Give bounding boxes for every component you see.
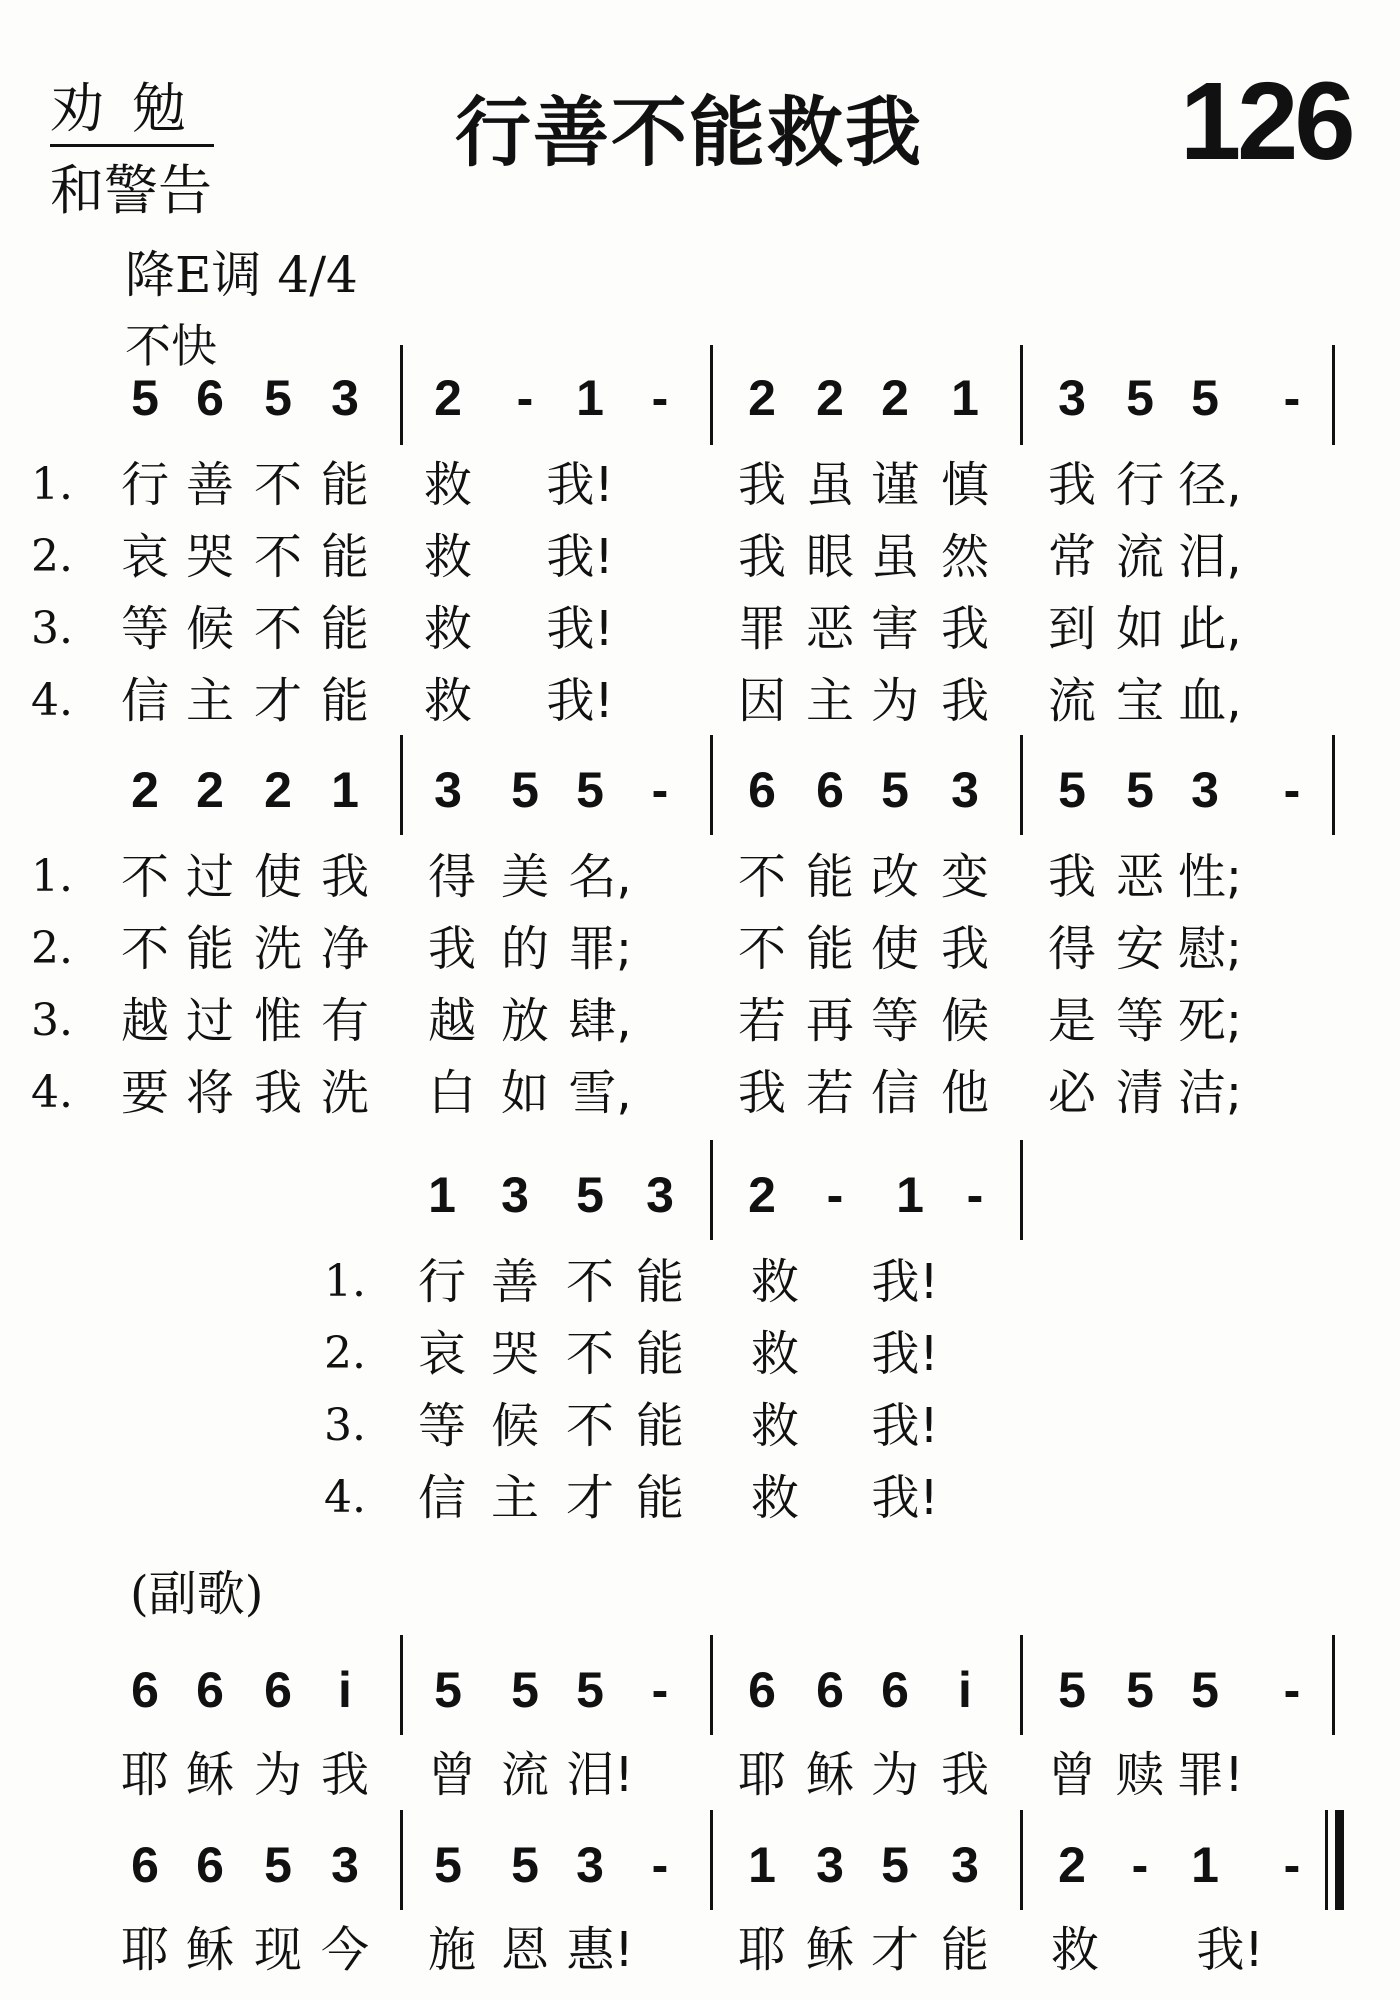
lyric-syllable: 救	[750, 1254, 800, 1310]
category-label: 劝勉	[50, 78, 214, 147]
lyric-syllable: 名,	[568, 849, 632, 905]
note: 3	[331, 1837, 359, 1893]
lyric-syllable: 不	[120, 921, 170, 977]
note: 3	[951, 762, 979, 818]
lyric-syllable: 得	[427, 849, 477, 905]
lyric-syllable: 我	[737, 1065, 787, 1121]
notes-row	[0, 1660, 1400, 1720]
lyric-syllable: 耶	[120, 1922, 170, 1978]
lyric-syllable: 候	[185, 601, 235, 657]
lyric-line	[0, 599, 1400, 659]
lyric-syllable: 救	[423, 673, 473, 729]
note: 2	[131, 762, 159, 818]
note: 5	[881, 762, 909, 818]
lyric-syllable: 谨	[870, 457, 920, 513]
lyric-syllable: 放	[500, 993, 550, 1049]
lyric-syllable: 等	[1115, 993, 1165, 1049]
barline	[1020, 1635, 1023, 1735]
barline	[400, 1635, 403, 1735]
lyric-syllable: 稣	[805, 1747, 855, 1803]
verse-number: 3.	[31, 603, 73, 654]
note: 3	[1191, 762, 1219, 818]
lyric-syllable: 耶	[737, 1922, 787, 1978]
verse-number: 1.	[31, 851, 73, 902]
note: 5	[131, 370, 159, 426]
lyric-syllable: 常	[1047, 529, 1097, 585]
note: 2	[196, 762, 224, 818]
hold-dash: -	[1131, 1837, 1149, 1893]
lyric-syllable: 我	[320, 849, 370, 905]
lyric-syllable: 耶	[737, 1747, 787, 1803]
verse-number: 2.	[31, 923, 73, 974]
note: 3	[331, 370, 359, 426]
note: 5	[576, 1662, 604, 1718]
lyric-syllable: 洁;	[1177, 1065, 1243, 1121]
note: 5	[1126, 762, 1154, 818]
note: 5	[511, 762, 539, 818]
hold-dash: -	[1283, 1837, 1301, 1893]
note: 6	[816, 762, 844, 818]
lyric-syllable: 我	[737, 457, 787, 513]
notes-row	[0, 368, 1400, 428]
note: 6	[748, 762, 776, 818]
lyric-syllable: 不	[565, 1398, 615, 1454]
lyric-syllable: 行	[1115, 457, 1165, 513]
hold-dash: -	[1283, 370, 1301, 426]
lyric-syllable: 我!	[546, 529, 614, 585]
lyric-syllable: 救	[750, 1398, 800, 1454]
lyric-syllable: 恶	[1115, 849, 1165, 905]
lyric-syllable: 雪,	[568, 1065, 632, 1121]
note: 2	[1058, 1837, 1086, 1893]
lyric-syllable: 径,	[1178, 457, 1242, 513]
note: 3	[951, 1837, 979, 1893]
lyric-syllable: 善	[490, 1254, 540, 1310]
lyric-syllable: 恶	[805, 601, 855, 657]
note: 5	[1126, 1662, 1154, 1718]
barline	[1020, 735, 1023, 835]
lyric-syllable: 才	[253, 673, 303, 729]
lyric-syllable: 我!	[546, 457, 614, 513]
note: 5	[511, 1837, 539, 1893]
lyric-syllable: 信	[870, 1065, 920, 1121]
verse-number: 3.	[31, 995, 73, 1046]
lyric-syllable: 得	[1047, 921, 1097, 977]
note: 5	[434, 1837, 462, 1893]
barline	[400, 345, 403, 445]
hold-dash: -	[1283, 762, 1301, 818]
lyric-syllable: 此,	[1178, 601, 1242, 657]
lyric-syllable: 害	[870, 601, 920, 657]
lyric-line	[0, 1745, 1400, 1805]
notes-row	[0, 1835, 1400, 1895]
lyric-syllable: 行	[120, 457, 170, 513]
note: i	[338, 1662, 352, 1718]
barline	[400, 1810, 403, 1910]
lyric-line	[0, 1063, 1400, 1123]
barline	[710, 1810, 713, 1910]
lyric-syllable: 能	[635, 1470, 685, 1526]
lyric-syllable: 改	[870, 849, 920, 905]
lyric-syllable: 眼	[805, 529, 855, 585]
lyric-syllable: 行	[417, 1254, 467, 1310]
lyric-syllable: 救	[423, 601, 473, 657]
lyric-syllable: 信	[120, 673, 170, 729]
verse-number: 2.	[31, 531, 73, 582]
note: 5	[576, 1167, 604, 1223]
lyric-line	[0, 1396, 1400, 1456]
lyric-syllable: 能	[940, 1922, 990, 1978]
note: 3	[434, 762, 462, 818]
hymn-title: 行善不能救我	[455, 88, 923, 177]
barline	[1020, 1810, 1023, 1910]
lyric-syllable: 我	[427, 921, 477, 977]
note: 1	[951, 370, 979, 426]
lyric-syllable: 不	[737, 849, 787, 905]
lyric-syllable: 流	[1115, 529, 1165, 585]
hold-dash: -	[516, 370, 534, 426]
lyric-syllable: 曾	[427, 1747, 477, 1803]
lyric-syllable: 不	[253, 601, 303, 657]
lyric-syllable: 不	[120, 849, 170, 905]
lyric-syllable: 能	[320, 457, 370, 513]
notes-row	[0, 760, 1400, 820]
lyric-syllable: 才	[565, 1470, 615, 1526]
lyric-syllable: 主	[805, 673, 855, 729]
lyric-syllable: 他	[940, 1065, 990, 1121]
lyric-syllable: 清	[1115, 1065, 1165, 1121]
barline	[710, 345, 713, 445]
verse-number: 3.	[324, 1400, 366, 1451]
lyric-syllable: 泪!	[566, 1747, 634, 1803]
lyric-syllable: 曾	[1047, 1747, 1097, 1803]
lyric-syllable: 不	[565, 1254, 615, 1310]
lyric-syllable: 主	[185, 673, 235, 729]
note: 5	[1058, 762, 1086, 818]
note: 6	[816, 1662, 844, 1718]
lyric-syllable: 候	[940, 993, 990, 1049]
note: 5	[1126, 370, 1154, 426]
note: 6	[748, 1662, 776, 1718]
note: 3	[646, 1167, 674, 1223]
lyric-syllable: 虽	[870, 529, 920, 585]
barline	[1332, 1635, 1335, 1735]
lyric-syllable: 为	[253, 1747, 303, 1803]
barline	[400, 735, 403, 835]
lyric-syllable: 救	[423, 529, 473, 585]
lyric-syllable: 如	[1115, 601, 1165, 657]
hold-dash: -	[651, 370, 669, 426]
lyric-syllable: 不	[737, 921, 787, 977]
barline	[1332, 735, 1335, 835]
lyric-syllable: 我	[1047, 849, 1097, 905]
lyric-syllable: 等	[417, 1398, 467, 1454]
key-signature: 降E调 4/4	[125, 246, 358, 304]
lyric-syllable: 有	[320, 993, 370, 1049]
note: 5	[264, 1837, 292, 1893]
note: 3	[816, 1837, 844, 1893]
lyric-syllable: 净	[320, 921, 370, 977]
lyric-syllable: 为	[870, 673, 920, 729]
lyric-syllable: 必	[1047, 1065, 1097, 1121]
lyric-syllable: 变	[940, 849, 990, 905]
lyric-line	[0, 671, 1400, 731]
note: 5	[511, 1662, 539, 1718]
lyric-line	[0, 991, 1400, 1051]
lyric-syllable: 洗	[253, 921, 303, 977]
lyric-syllable: 哭	[185, 529, 235, 585]
lyric-syllable: 今	[320, 1922, 370, 1978]
lyric-syllable: 虽	[805, 457, 855, 513]
verse-number: 1.	[31, 459, 73, 510]
lyric-syllable: 能	[185, 921, 235, 977]
note: 1	[1191, 1837, 1219, 1893]
lyric-syllable: 白	[427, 1065, 477, 1121]
note: 1	[576, 370, 604, 426]
verse-number: 4.	[31, 675, 73, 726]
note: 6	[881, 1662, 909, 1718]
note: 6	[131, 1837, 159, 1893]
note: 6	[196, 370, 224, 426]
lyric-syllable: 的	[500, 921, 550, 977]
lyric-syllable: 能	[320, 673, 370, 729]
lyric-syllable: 罪!	[1176, 1747, 1244, 1803]
lyric-syllable: 我!	[871, 1254, 939, 1310]
lyric-syllable: 要	[120, 1065, 170, 1121]
note: 2	[881, 370, 909, 426]
lyric-syllable: 我!	[546, 601, 614, 657]
lyric-line	[0, 919, 1400, 979]
lyric-syllable: 若	[805, 1065, 855, 1121]
note: 5	[1058, 1662, 1086, 1718]
barline	[710, 735, 713, 835]
lyric-syllable: 我	[940, 1747, 990, 1803]
lyric-line	[0, 847, 1400, 907]
lyric-syllable: 赎	[1115, 1747, 1165, 1803]
lyric-syllable: 能	[805, 849, 855, 905]
lyric-line	[0, 1324, 1400, 1384]
lyric-syllable: 流	[1047, 673, 1097, 729]
lyric-syllable: 能	[635, 1254, 685, 1310]
lyric-syllable: 能	[805, 921, 855, 977]
note: 6	[196, 1837, 224, 1893]
lyric-syllable: 不	[565, 1326, 615, 1382]
lyric-syllable: 能	[320, 529, 370, 585]
lyric-syllable: 善	[185, 457, 235, 513]
lyric-syllable: 现	[253, 1922, 303, 1978]
hold-dash: -	[1283, 1662, 1301, 1718]
lyric-syllable: 我!	[871, 1326, 939, 1382]
lyric-syllable: 性;	[1177, 849, 1243, 905]
lyric-syllable: 信	[417, 1470, 467, 1526]
note: 1	[331, 762, 359, 818]
note: 5	[881, 1837, 909, 1893]
lyric-syllable: 不	[253, 457, 303, 513]
note: 1	[748, 1837, 776, 1893]
note: 3	[501, 1167, 529, 1223]
lyric-syllable: 惟	[253, 993, 303, 1049]
lyric-syllable: 主	[490, 1470, 540, 1526]
note: 5	[576, 762, 604, 818]
lyric-syllable: 我!	[871, 1398, 939, 1454]
lyric-syllable: 宝	[1115, 673, 1165, 729]
lyric-syllable: 惠!	[566, 1922, 634, 1978]
lyric-syllable: 因	[737, 673, 787, 729]
hold-dash: -	[651, 1662, 669, 1718]
lyric-syllable: 我	[940, 673, 990, 729]
lyric-syllable: 救	[423, 457, 473, 513]
lyric-syllable: 我	[253, 1065, 303, 1121]
lyric-syllable: 泪,	[1178, 529, 1242, 585]
lyric-syllable: 越	[427, 993, 477, 1049]
lyric-line	[0, 1252, 1400, 1312]
lyric-syllable: 罪;	[567, 921, 633, 977]
barline	[710, 1140, 713, 1240]
lyric-syllable: 我!	[1196, 1922, 1264, 1978]
lyric-syllable: 过	[185, 993, 235, 1049]
lyric-syllable: 哀	[120, 529, 170, 585]
lyric-syllable: 过	[185, 849, 235, 905]
note: 5	[1191, 1662, 1219, 1718]
lyric-syllable: 我	[940, 921, 990, 977]
note: 2	[434, 370, 462, 426]
lyric-syllable: 哭	[490, 1326, 540, 1382]
lyric-syllable: 才	[870, 1922, 920, 1978]
barline	[1325, 1810, 1328, 1910]
lyric-syllable: 然	[940, 529, 990, 585]
barline	[1332, 345, 1335, 445]
lyric-syllable: 不	[253, 529, 303, 585]
lyric-syllable: 洗	[320, 1065, 370, 1121]
lyric-syllable: 救	[750, 1326, 800, 1382]
lyric-syllable: 救	[1050, 1922, 1100, 1978]
lyric-syllable: 我!	[871, 1470, 939, 1526]
lyric-syllable: 能	[635, 1326, 685, 1382]
note: 2	[816, 370, 844, 426]
lyric-syllable: 慰;	[1177, 921, 1243, 977]
hold-dash: -	[826, 1167, 844, 1223]
barline	[1335, 1810, 1344, 1910]
lyric-syllable: 稣	[185, 1747, 235, 1803]
lyric-syllable: 我	[1047, 457, 1097, 513]
note: 2	[748, 1167, 776, 1223]
hymn-number: 126	[1180, 60, 1352, 183]
lyric-syllable: 美	[500, 849, 550, 905]
note: 1	[896, 1167, 924, 1223]
lyric-line	[0, 455, 1400, 515]
lyric-syllable: 若	[737, 993, 787, 1049]
lyric-syllable: 如	[500, 1065, 550, 1121]
lyric-syllable: 安	[1115, 921, 1165, 977]
verse-number: 4.	[324, 1472, 366, 1523]
lyric-syllable: 救	[750, 1470, 800, 1526]
lyric-syllable: 恩	[500, 1922, 550, 1978]
note: 6	[264, 1662, 292, 1718]
lyric-syllable: 我	[940, 601, 990, 657]
lyric-syllable: 稣	[805, 1922, 855, 1978]
lyric-line	[0, 1920, 1400, 1980]
lyric-line	[0, 1468, 1400, 1528]
lyric-syllable: 耶	[120, 1747, 170, 1803]
lyric-syllable: 流	[500, 1747, 550, 1803]
verse-number: 4.	[31, 1067, 73, 1118]
lyric-syllable: 使	[870, 921, 920, 977]
notes-row	[0, 1165, 1400, 1225]
lyric-syllable: 能	[320, 601, 370, 657]
lyric-syllable: 我	[320, 1747, 370, 1803]
note: i	[958, 1662, 972, 1718]
note: 6	[131, 1662, 159, 1718]
lyric-syllable: 将	[185, 1065, 235, 1121]
barline	[1020, 1140, 1023, 1240]
lyric-syllable: 再	[805, 993, 855, 1049]
lyric-syllable: 候	[490, 1398, 540, 1454]
verse-number: 2.	[324, 1328, 366, 1379]
lyric-syllable: 为	[870, 1747, 920, 1803]
note: 5	[1191, 370, 1219, 426]
barline	[1020, 345, 1023, 445]
barline	[710, 1635, 713, 1735]
lyric-syllable: 哀	[417, 1326, 467, 1382]
chorus-label: (副歌)	[130, 1566, 264, 1622]
note: 3	[576, 1837, 604, 1893]
note: 5	[434, 1662, 462, 1718]
lyric-syllable: 施	[427, 1922, 477, 1978]
note: 3	[1058, 370, 1086, 426]
lyric-syllable: 稣	[185, 1922, 235, 1978]
lyric-syllable: 血,	[1178, 673, 1242, 729]
note: 1	[428, 1167, 456, 1223]
lyric-line	[0, 527, 1400, 587]
note: 2	[748, 370, 776, 426]
lyric-syllable: 越	[120, 993, 170, 1049]
hold-dash: -	[651, 762, 669, 818]
hold-dash: -	[966, 1167, 984, 1223]
lyric-syllable: 是	[1047, 993, 1097, 1049]
lyric-syllable: 肆,	[568, 993, 632, 1049]
tempo-marking: 不快	[125, 319, 217, 373]
lyric-syllable: 等	[870, 993, 920, 1049]
note: 5	[264, 370, 292, 426]
verse-number: 1.	[324, 1256, 366, 1307]
hold-dash: -	[651, 1837, 669, 1893]
note: 2	[264, 762, 292, 818]
lyric-syllable: 使	[253, 849, 303, 905]
lyric-syllable: 我!	[546, 673, 614, 729]
lyric-syllable: 等	[120, 601, 170, 657]
lyric-syllable: 罪	[737, 601, 787, 657]
category-label-sub: 和警告	[50, 159, 212, 222]
lyric-syllable: 我	[737, 529, 787, 585]
lyric-syllable: 能	[635, 1398, 685, 1454]
note: 6	[196, 1662, 224, 1718]
lyric-syllable: 死;	[1177, 993, 1243, 1049]
lyric-syllable: 慎	[940, 457, 990, 513]
lyric-syllable: 到	[1047, 601, 1097, 657]
